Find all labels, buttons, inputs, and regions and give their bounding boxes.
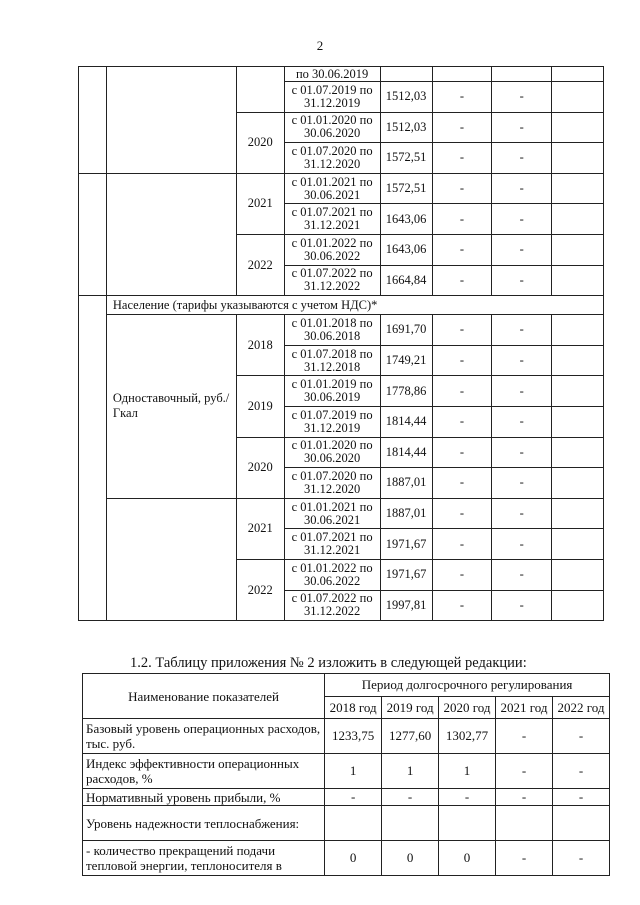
dash-cell: - (492, 498, 552, 529)
value-cell: 1512,03 (380, 82, 432, 113)
value-cell: - (553, 789, 610, 806)
year-cell: 2021 (236, 173, 284, 234)
value-cell: 1887,01 (380, 468, 432, 499)
dash-cell: - (492, 112, 552, 143)
year-header: 2018 год (325, 696, 382, 719)
dash-cell: - (432, 82, 492, 113)
value-cell: - (496, 719, 553, 754)
dash-cell: - (432, 529, 492, 560)
dash-cell: - (492, 529, 552, 560)
period-cell: с 01.07.2020 по 31.12.2020 (284, 468, 380, 499)
table-row (79, 173, 604, 204)
tariff-table (78, 66, 604, 621)
period-cell: с 01.01.2022 по 30.06.2022 (284, 234, 380, 265)
period-cell: с 01.07.2019 по 31.12.2019 (284, 406, 380, 437)
table-row (79, 498, 604, 529)
value-cell: 1 (382, 754, 439, 789)
value-cell: - (382, 789, 439, 806)
category-cell (106, 498, 236, 620)
value-cell: - (496, 754, 553, 789)
empty-cell (552, 529, 604, 560)
empty-cell (552, 376, 604, 407)
value-cell: 1233,75 (325, 719, 382, 754)
dash-cell: - (432, 345, 492, 376)
empty-cell (552, 345, 604, 376)
category-cell (106, 67, 236, 174)
period-cell: с 01.07.2018 по 31.12.2018 (284, 345, 380, 376)
dash-cell: - (432, 376, 492, 407)
dash-cell: - (432, 204, 492, 235)
row-label: Базовый уровень операционных расходов, тыс. руб. (83, 719, 325, 754)
value-cell (439, 806, 496, 841)
indicators-table (82, 673, 610, 876)
period-cell: с 01.07.2022 по 31.12.2022 (284, 590, 380, 621)
dash-cell: - (432, 590, 492, 621)
value-cell: 1971,67 (380, 529, 432, 560)
dash-cell: - (432, 559, 492, 590)
year-header: 2019 год (382, 696, 439, 719)
value-cell (553, 806, 610, 841)
dash-cell: - (432, 468, 492, 499)
dash-cell: - (432, 234, 492, 265)
year-cell: 2021 (236, 498, 284, 559)
empty-cell (552, 406, 604, 437)
value-cell (382, 806, 439, 841)
dash-cell: - (492, 590, 552, 621)
empty-cell (552, 234, 604, 265)
value-cell: 1814,44 (380, 406, 432, 437)
section-label: Население (тарифы указываются с учетом НДС)* (106, 296, 603, 315)
dash-cell (492, 67, 552, 82)
row-label: Уровень надежности теплоснабжения: (83, 806, 325, 841)
dash-cell: - (492, 468, 552, 499)
dash-cell: - (492, 559, 552, 590)
blank-cell (79, 67, 107, 174)
empty-cell (552, 559, 604, 590)
dash-cell: - (432, 315, 492, 346)
value-cell: 1572,51 (380, 143, 432, 174)
dash-cell: - (432, 437, 492, 468)
row-label: Индекс эффективности операционных расходов, % (83, 754, 325, 789)
dash-cell: - (432, 406, 492, 437)
category-cell (106, 173, 236, 295)
value-cell: 1887,01 (380, 498, 432, 529)
value-cell: 1277,60 (382, 719, 439, 754)
page-number: 2 (316, 38, 324, 53)
period-cell: с 01.07.2021 по 31.12.2021 (284, 204, 380, 235)
value-cell: 1 (439, 754, 496, 789)
dash-cell: - (432, 498, 492, 529)
row-label: - количество прекращений подачи тепловой энергии, теплоносителя в (83, 841, 325, 876)
year-header: 2021 год (496, 696, 553, 719)
value-cell: 1971,67 (380, 559, 432, 590)
value-cell: 0 (439, 841, 496, 876)
row-label: Нормативный уровень прибыли, % (83, 789, 325, 806)
year-cell: 2018 (236, 315, 284, 376)
year-cell: 2020 (236, 112, 284, 173)
value-cell: 0 (325, 841, 382, 876)
empty-cell (552, 498, 604, 529)
dash-cell: - (432, 143, 492, 174)
empty-cell (552, 143, 604, 174)
dash-cell: - (492, 143, 552, 174)
period-cell: с 01.01.2022 по 30.06.2022 (284, 559, 380, 590)
table-row (83, 841, 610, 876)
year-cell: 2019 (236, 376, 284, 437)
dash-cell: - (492, 345, 552, 376)
dash-cell: - (492, 82, 552, 113)
year-cell: 2020 (236, 437, 284, 498)
value-cell: 1512,03 (380, 112, 432, 143)
value-cell: 1302,77 (439, 719, 496, 754)
value-cell (325, 806, 382, 841)
value-cell: 0 (382, 841, 439, 876)
period-cell: с 01.01.2019 по 30.06.2019 (284, 376, 380, 407)
dash-cell: - (492, 406, 552, 437)
value-cell: - (553, 719, 610, 754)
value-cell: 1 (325, 754, 382, 789)
blank-cell (79, 296, 107, 621)
value-cell: 1572,51 (380, 173, 432, 204)
dash-cell: - (492, 376, 552, 407)
dash-cell: - (492, 204, 552, 235)
value-cell: - (325, 789, 382, 806)
year-cell: 2022 (236, 559, 284, 620)
period-cell: с 01.07.2022 по 31.12.2022 (284, 265, 380, 296)
year-header: 2020 год (439, 696, 496, 719)
section-heading: 1.2. Таблицу приложения № 2 изложить в следующей редакции: (130, 655, 527, 671)
header-row (83, 674, 610, 697)
period-cell: с 01.07.2021 по 31.12.2021 (284, 529, 380, 560)
empty-cell (552, 265, 604, 296)
col-header-period: Период долгосрочного регулирования (325, 674, 610, 697)
year-header: 2022 год (553, 696, 610, 719)
blank-cell (79, 173, 107, 295)
empty-cell (552, 590, 604, 621)
dash-cell: - (432, 265, 492, 296)
dash-cell: - (492, 315, 552, 346)
empty-cell (552, 112, 604, 143)
value-cell: 1643,06 (380, 234, 432, 265)
dash-cell: - (492, 173, 552, 204)
empty-cell (552, 468, 604, 499)
value-cell: - (496, 841, 553, 876)
period-cell: с 01.01.2018 по 30.06.2018 (284, 315, 380, 346)
period-cell: с 01.01.2020 по 30.06.2020 (284, 437, 380, 468)
dash-cell: - (492, 265, 552, 296)
table-row (83, 754, 610, 789)
dash-cell: - (492, 234, 552, 265)
section-row (79, 296, 604, 315)
value-cell: 1814,44 (380, 437, 432, 468)
table-row (79, 67, 604, 82)
dash-cell (432, 67, 492, 82)
value-cell (496, 806, 553, 841)
value-cell: 1643,06 (380, 204, 432, 235)
period-cell: по 30.06.2019 (284, 67, 380, 82)
table-row (79, 315, 604, 346)
year-cell (236, 67, 284, 113)
table-row (83, 719, 610, 754)
value-cell: 1997,81 (380, 590, 432, 621)
category-cell: Одноставочный, руб./Гкал (106, 315, 236, 499)
value-cell: 1778,86 (380, 376, 432, 407)
empty-cell (552, 67, 604, 82)
value-cell: 1664,84 (380, 265, 432, 296)
empty-cell (552, 82, 604, 113)
dash-cell: - (492, 437, 552, 468)
table-row (83, 789, 610, 806)
value-cell: 1691,70 (380, 315, 432, 346)
year-cell: 2022 (236, 234, 284, 295)
dash-cell: - (432, 112, 492, 143)
value-cell (380, 67, 432, 82)
value-cell: - (439, 789, 496, 806)
period-cell: с 01.01.2021 по 30.06.2021 (284, 498, 380, 529)
period-cell: с 01.07.2019 по 31.12.2019 (284, 82, 380, 113)
value-cell: 1749,21 (380, 345, 432, 376)
col-header-name: Наименование показателей (83, 674, 325, 719)
value-cell: - (553, 754, 610, 789)
empty-cell (552, 315, 604, 346)
empty-cell (552, 173, 604, 204)
value-cell: - (496, 789, 553, 806)
table-row (83, 806, 610, 841)
period-cell: с 01.01.2021 по 30.06.2021 (284, 173, 380, 204)
value-cell: - (553, 841, 610, 876)
period-cell: с 01.07.2020 по 31.12.2020 (284, 143, 380, 174)
dash-cell: - (432, 173, 492, 204)
empty-cell (552, 204, 604, 235)
period-cell: с 01.01.2020 по 30.06.2020 (284, 112, 380, 143)
empty-cell (552, 437, 604, 468)
